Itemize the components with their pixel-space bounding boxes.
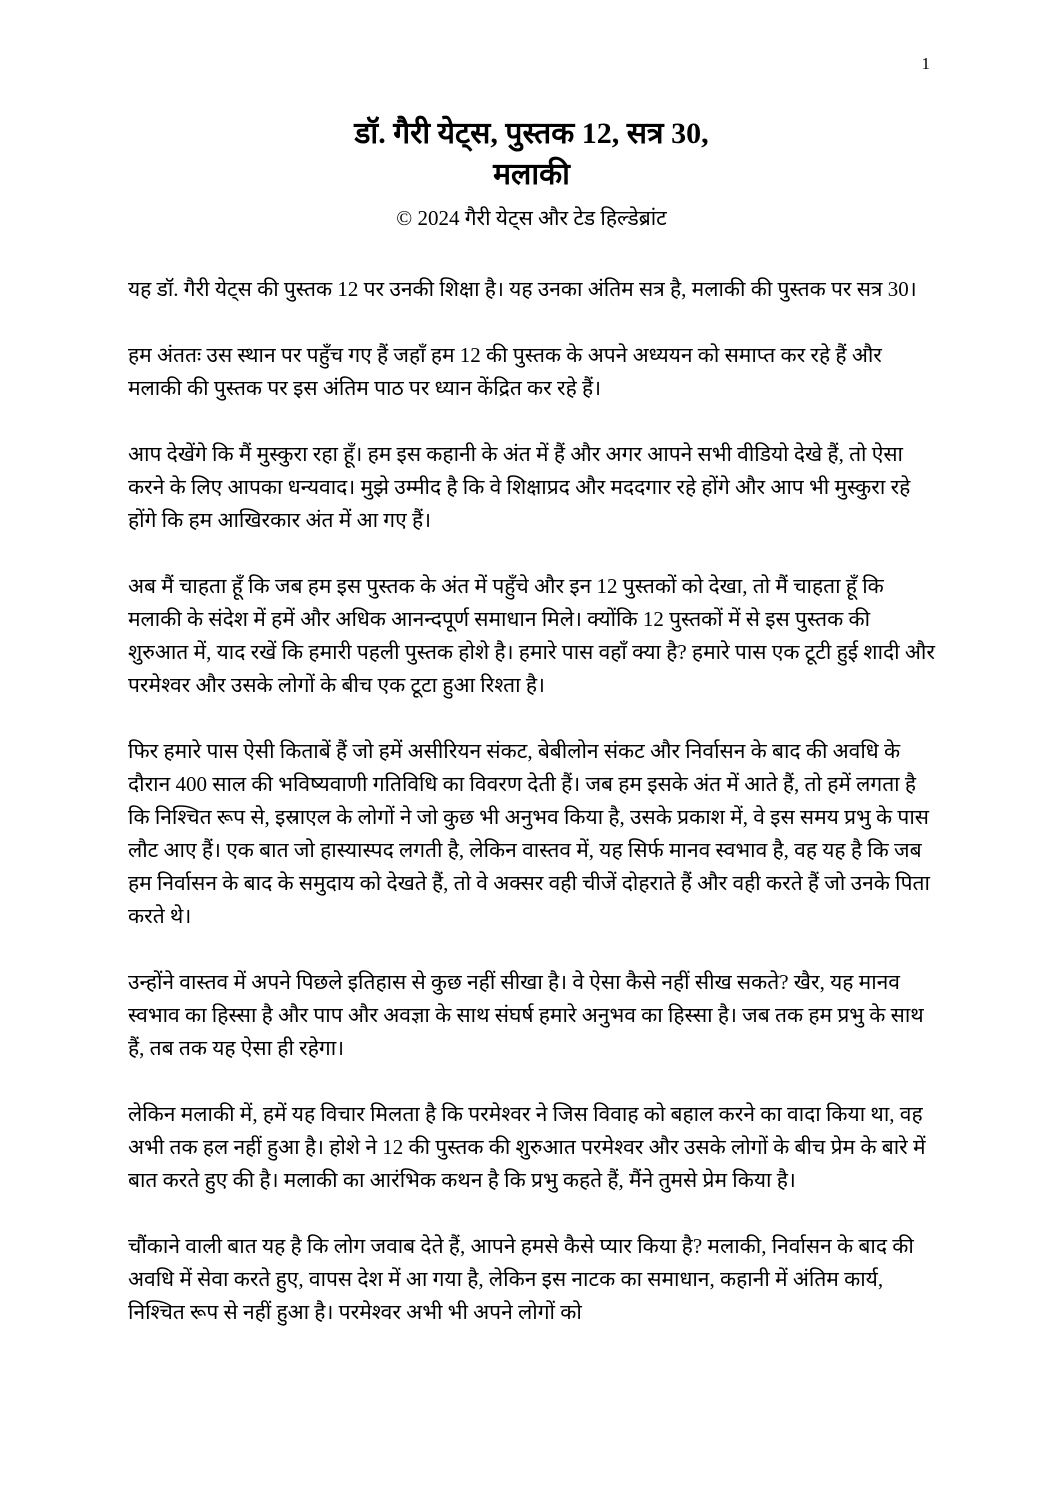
copyright-line: © 2024 गैरी येट्स और टेड हिल्डेब्रांट <box>396 205 667 230</box>
document-body <box>128 273 935 1329</box>
title-line-2: मलाकी <box>493 158 570 192</box>
paragraph-4: अब मैं चाहता हूँ कि जब हम इस पुस्तक के अंत में पहुँचे और इन 12 पुस्तकों को देखा, तो मैं चाहता हूँ कि मलाकी के संदेश में हमें और अधिक आनन्दपूर्ण समाधान मिले। क्योंकि 12 पुस्तकों में से इस पुस्तक की शुरुआत में, याद रखें कि हमारी पहली पुस्तक होशे है। हमारे पास वहाँ क्या है? हमारे पास एक टूटी हुई शादी और परमेश्वर और उसके लोगों के बीच एक टूटा हुआ रिश्ता है। <box>128 574 935 698</box>
title-line-1: डॉ. गैरी येट्स, पुस्तक 12, सत्र 30, <box>354 117 709 150</box>
paragraph-8: चौंकाने वाली बात यह है कि लोग जवाब देते हैं, आपने हमसे कैसे प्यार किया है? मलाकी, निर्वासन के बाद की अवधि में सेवा करते हुए, वापस देश में आ गया है, लेकिन इस नाटक का समाधान, कहानी में अंतिम कार्य, निश्चित रूप से नहीं हुआ है। परमेश्वर अभी भी अपने लोगों को <box>128 1234 914 1325</box>
document-title <box>128 113 935 196</box>
page-number: 1 <box>921 54 930 73</box>
paragraph-6: उन्होंने वास्तव में अपने पिछले इतिहास से कुछ नहीं सीखा है। वे ऐसा कैसे नहीं सीख सकते? खैर, यह मानव स्वभाव का हिस्सा है और पाप और अवज्ञा के साथ संघर्ष हमारे अनुभव का हिस्सा है। जब तक हम प्रभु के साथ हैं, तब तक यह ऐसा ही रहेगा। <box>128 970 924 1061</box>
paragraph-3: आप देखेंगे कि मैं मुस्कुरा रहा हूँ। हम इस कहानी के अंत में हैं और अगर आपने सभी वीडियो देखे हैं, तो ऐसा करने के लिए आपका धन्यवाद। मुझे उम्मीद है कि वे शिक्षाप्रद और मददगार रहे होंगे और आप भी मुस्कुरा रहे होंगे कि हम आखिरकार अंत में आ गए हैं। <box>128 442 911 533</box>
paragraph-5: फिर हमारे पास ऐसी किताबें हैं जो हमें असीरियन संकट, बेबीलोन संकट और निर्वासन के बाद की अवधि के दौरान 400 साल की भविष्यवाणी गतिविधि का विवरण देती हैं। जब हम इसके अंत में आते हैं, तो हमें लगता है कि निश्चित रूप से, इस्राएल के लोगों ने जो कुछ भी अनुभव किया है, उसके प्रकाश में, वे इस समय प्रभु के पास लौट आए हैं। एक बात जो हास्यास्पद लगती है, लेकिन वास्तव में, यह सिर्फ मानव स्वभाव है, वह यह है कि जब हम निर्वासन के बाद के समुदाय को देखते हैं, तो वे अक्सर वही चीजें दोहराते हैं और वही करते हैं जो उनके पिता करते थे। <box>128 739 930 929</box>
paragraph-1: यह डॉ. गैरी येट्स की पुस्तक 12 पर उनकी शिक्षा है। यह उनका अंतिम सत्र है, मलाकी की पुस्तक पर सत्र 30। <box>128 277 917 302</box>
paragraph-2: हम अंततः उस स्थान पर पहुँच गए हैं जहाँ हम 12 की पुस्तक के अपने अध्ययन को समाप्त कर रहे हैं और मलाकी की पुस्तक पर इस अंतिम पाठ पर ध्यान केंद्रित कर रहे हैं। <box>128 343 882 401</box>
paragraph-7: लेकिन मलाकी में, हमें यह विचार मिलता है कि परमेश्वर ने जिस विवाह को बहाल करने का वादा किया था, वह अभी तक हल नहीं हुआ है। होशे ने 12 की पुस्तक की शुरुआत परमेश्वर और उसके लोगों के बीच प्रेम के बारे में बात करते हुए की है। मलाकी का आरंभिक कथन है कि प्रभु कहते हैं, मैंने तुमसे प्रेम किया है। <box>128 1102 926 1193</box>
